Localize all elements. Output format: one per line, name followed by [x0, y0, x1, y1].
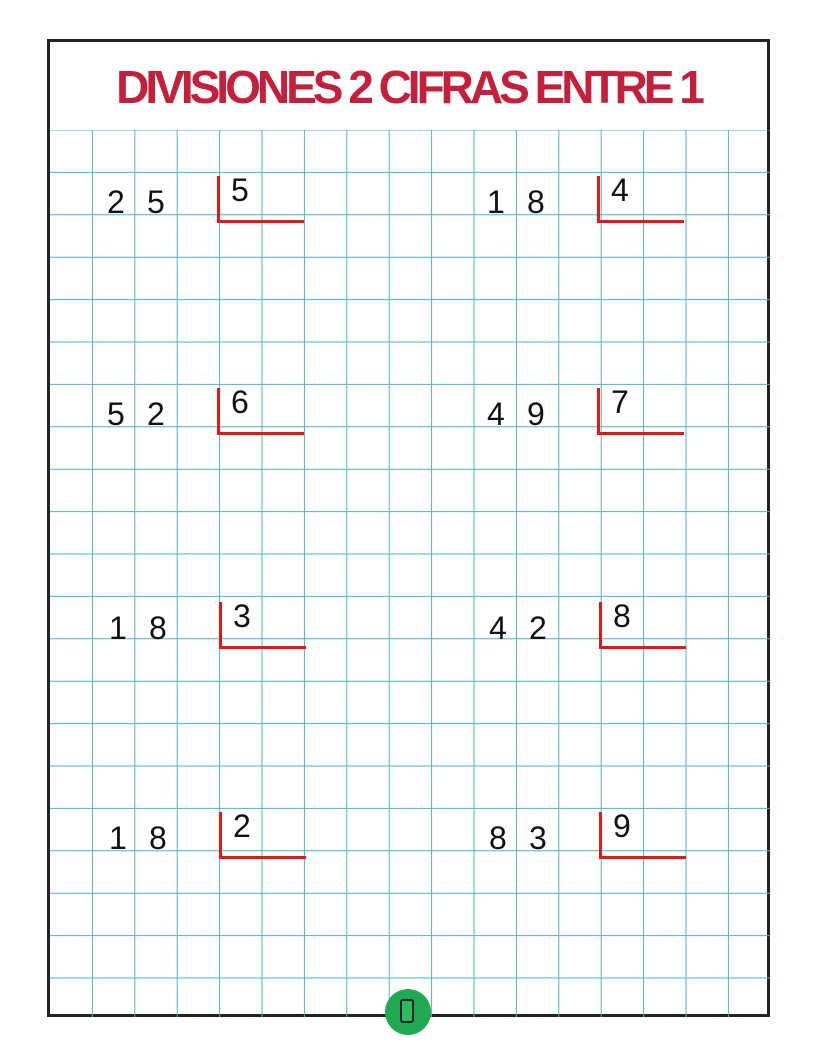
- dividend-ones-digit: 9: [527, 396, 545, 432]
- pencil-icon: [400, 999, 414, 1023]
- divisor: 4: [611, 172, 629, 208]
- worksheet-title: DIVISIONES 2 CIFRAS ENTRE 1: [116, 61, 701, 113]
- divisor: 8: [613, 598, 631, 634]
- divisor: 2: [233, 808, 251, 844]
- dividend-tens-digit: 1: [109, 820, 127, 856]
- dividend-ones-digit: 8: [149, 610, 167, 646]
- worksheet-page: [47, 39, 770, 1017]
- dividend-tens-digit: 4: [489, 610, 507, 646]
- divisor: 5: [231, 172, 249, 208]
- dividend-ones-digit: 3: [529, 820, 547, 856]
- dividend-tens-digit: 1: [487, 184, 505, 220]
- dividend-tens-digit: 8: [489, 820, 507, 856]
- division-problem-8: [489, 808, 709, 888]
- dividend-tens-digit: 4: [487, 396, 505, 432]
- dividend-tens-digit: 5: [107, 396, 125, 432]
- divisor: 3: [233, 598, 251, 634]
- division-problem-6: [489, 598, 709, 678]
- division-problem-2: [487, 172, 707, 252]
- divisor: 6: [231, 384, 249, 420]
- dividend-ones-digit: 2: [147, 396, 165, 432]
- divisor: 7: [611, 384, 629, 420]
- division-problem-5: [109, 598, 329, 678]
- dividend-ones-digit: 5: [147, 184, 165, 220]
- dividend-tens-digit: 2: [107, 184, 125, 220]
- division-problem-3: [107, 384, 327, 464]
- dividend-ones-digit: 2: [529, 610, 547, 646]
- division-problem-7: [109, 808, 329, 888]
- dividend-tens-digit: 1: [109, 610, 127, 646]
- dividend-ones-digit: 8: [149, 820, 167, 856]
- divisor: 9: [613, 808, 631, 844]
- dividend-ones-digit: 8: [527, 184, 545, 220]
- division-problem-4: [487, 384, 707, 464]
- pencil-logo-icon: [385, 989, 431, 1035]
- division-problem-1: [107, 172, 327, 252]
